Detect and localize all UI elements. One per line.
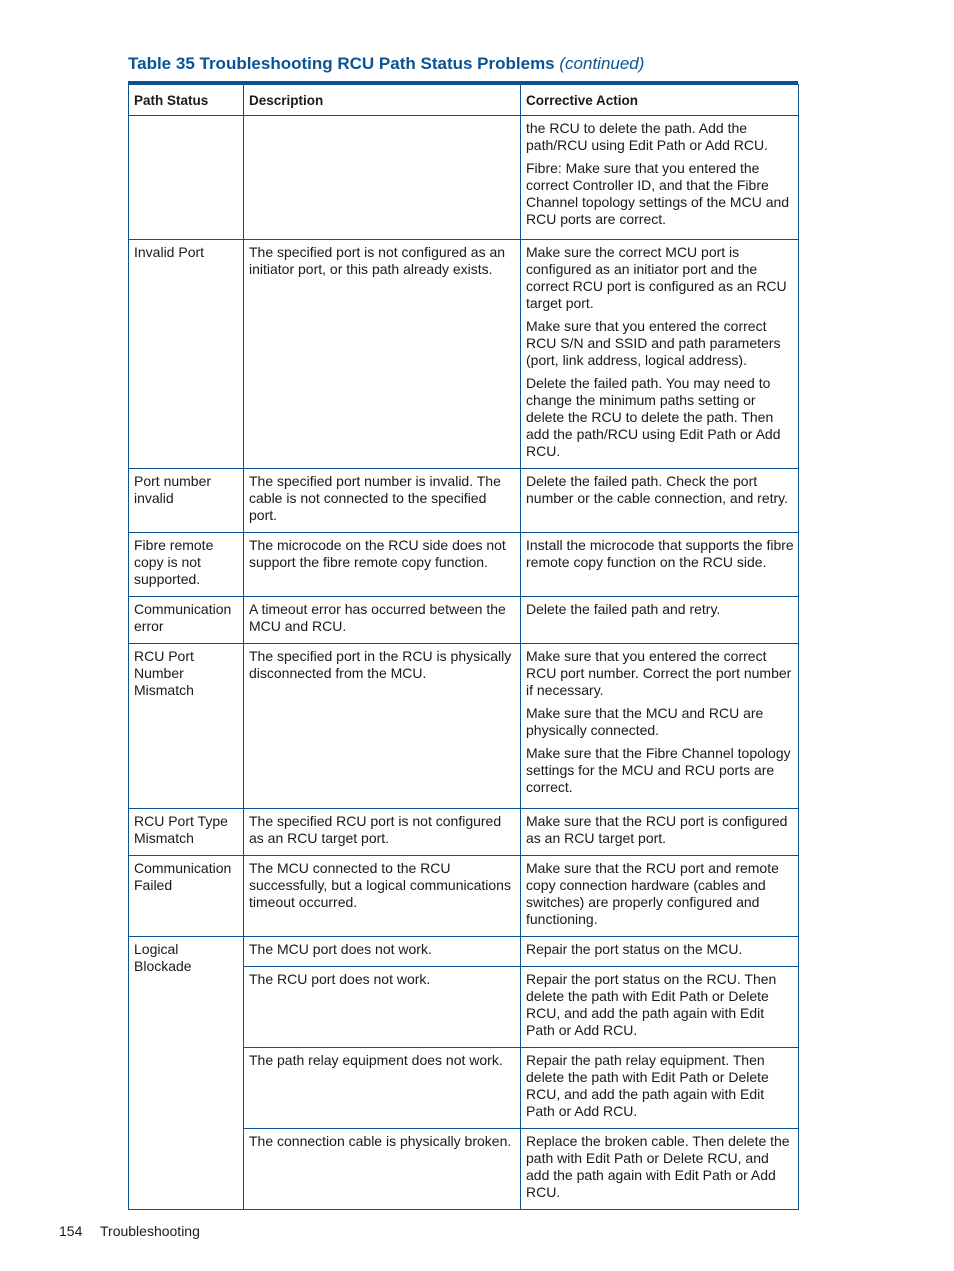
corrective-action-cell xyxy=(521,116,799,240)
action-paragraph: Make sure that the RCU port and remote copy connection hardware (cables and switches) are properly configured and functioning. xyxy=(526,860,779,927)
action-paragraph: Make sure that the Fibre Channel topology settings for the MCU and RCU ports are correct. xyxy=(526,745,791,795)
action-paragraph: Delete the failed path. You may need to change the minimum paths setting or delete the RCU to delete the path. Then add the path/RCU using Edit Path or Add RCU. xyxy=(526,375,781,459)
path-status-cell: Fibre remote copy is not supported. xyxy=(129,533,244,597)
table-row xyxy=(129,809,799,856)
description-cell: A timeout error has occurred between the MCU and RCU. xyxy=(244,597,521,644)
table-row xyxy=(129,597,799,644)
table-caption xyxy=(128,54,808,74)
action-paragraph: Fibre: Make sure that you entered the correct Controller ID, and that the Fibre Channel topology settings of the MCU and RCU ports are correct. xyxy=(526,160,790,227)
path-status-cell xyxy=(129,116,244,240)
path-status-cell: Invalid Port xyxy=(129,240,244,469)
table-row xyxy=(129,937,799,967)
description-cell: The MCU connected to the RCU successfully, but a logical communications timeout occurred. xyxy=(244,856,521,937)
action-paragraph: the RCU to delete the path. Add the path/RCU using Edit Path or Add RCU. xyxy=(526,120,769,153)
corrective-action-cell xyxy=(521,469,799,533)
table-row xyxy=(129,240,799,469)
action-paragraph: Install the microcode that supports the fibre remote copy function on the RCU side. xyxy=(526,537,794,570)
corrective-action-cell xyxy=(521,809,799,856)
corrective-action-cell: Replace the broken cable. Then delete the path with Edit Path or Delete RCU, and add the path again with Edit Path or Add RCU. xyxy=(521,1129,799,1210)
table-row xyxy=(129,533,799,597)
description-cell: The MCU port does not work. xyxy=(244,937,521,967)
corrective-action-cell xyxy=(521,240,799,469)
corrective-action-cell: Repair the path relay equipment. Then delete the path with Edit Path or Delete RCU, and add the path again with Edit Path or Add RCU. xyxy=(521,1048,799,1129)
path-status-cell: Communication error xyxy=(129,597,244,644)
troubleshooting-table xyxy=(128,84,799,1210)
description-cell: The specified port in the RCU is physically disconnected from the MCU. xyxy=(244,644,521,809)
path-status-cell: Communication Failed xyxy=(129,856,244,937)
path-status-cell: Port number invalid xyxy=(129,469,244,533)
description-cell xyxy=(244,116,521,240)
description-cell: The specified RCU port is not configured as an RCU target port. xyxy=(244,809,521,856)
description-cell: The specified port is not configured as an initiator port, or this path already exists. xyxy=(244,240,521,469)
table-row xyxy=(129,469,799,533)
description-cell: The specified port number is invalid. The cable is not connected to the specified port. xyxy=(244,469,521,533)
action-paragraph: Delete the failed path. Check the port number or the cable connection, and retry. xyxy=(526,473,789,506)
corrective-action-cell xyxy=(521,597,799,644)
corrective-action-cell xyxy=(521,644,799,809)
action-paragraph: Make sure the correct MCU port is configured as an initiator port and the correct RCU port is configured as an RCU target port. xyxy=(526,244,787,311)
path-status-cell: RCU Port Number Mismatch xyxy=(129,644,244,809)
table-title: Table 35 Troubleshooting RCU Path Status Problems xyxy=(128,54,555,73)
path-status-cell: Logical Blockade xyxy=(129,937,244,1210)
table-continued-label: (continued) xyxy=(559,54,645,73)
corrective-action-cell: Repair the port status on the RCU. Then delete the path with Edit Path or Delete RCU, and add the path again with Edit Path or Add RCU. xyxy=(521,967,799,1048)
action-paragraph: Make sure that the RCU port is configured as an RCU target port. xyxy=(526,813,788,846)
header-path-status: Path Status xyxy=(129,85,244,116)
corrective-action-cell xyxy=(521,533,799,597)
description-cell: The connection cable is physically broken. xyxy=(244,1129,521,1210)
description-cell: The microcode on the RCU side does not support the fibre remote copy function. xyxy=(244,533,521,597)
table-row xyxy=(129,644,799,809)
page-number: 154 xyxy=(59,1223,83,1239)
action-paragraph: Delete the failed path and retry. xyxy=(526,601,721,617)
path-status-cell: RCU Port Type Mismatch xyxy=(129,809,244,856)
page-footer xyxy=(59,1223,200,1239)
description-cell: The path relay equipment does not work. xyxy=(244,1048,521,1129)
corrective-action-cell xyxy=(521,856,799,937)
header-description: Description xyxy=(244,85,521,116)
table-row xyxy=(129,116,799,240)
footer-section: Troubleshooting xyxy=(100,1223,200,1239)
header-corrective-action: Corrective Action xyxy=(521,85,799,116)
corrective-action-cell: Repair the port status on the MCU. xyxy=(521,937,799,967)
description-cell: The RCU port does not work. xyxy=(244,967,521,1048)
table-row xyxy=(129,856,799,937)
action-paragraph: Make sure that you entered the correct RCU S/N and SSID and path parameters (port, link address, logical address). xyxy=(526,318,781,368)
action-paragraph: Make sure that the MCU and RCU are physically connected. xyxy=(526,705,764,738)
action-paragraph: Make sure that you entered the correct RCU port number. Correct the port number if necessary. xyxy=(526,648,792,698)
table-header-row xyxy=(129,85,799,116)
